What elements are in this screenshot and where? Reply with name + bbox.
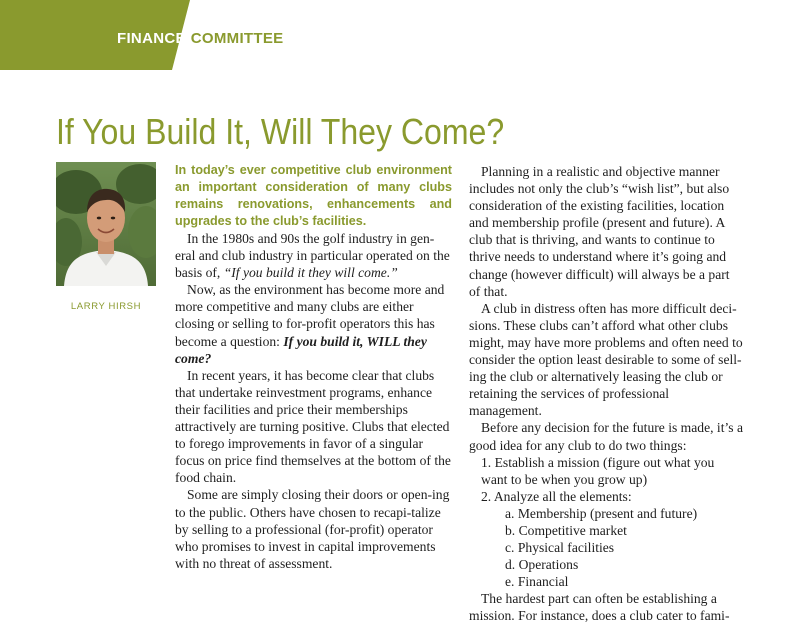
paragraph-1980s-quote: “If you build it they will come.”: [223, 265, 398, 281]
paragraph-distress: A club in distress often has more difficult deci-sions. These clubs can’t afford what other clubs might, may have more problems and often need to consider the option least desirable to some of sell-ing the club or alternatively leasing the club or retaining the services of professional management.: [469, 300, 743, 419]
element-item: b. Competitive market: [505, 522, 627, 538]
section-label-committee: COMMITTEE: [190, 30, 284, 47]
paragraph-now-emphasis: If you build it, WILL they come?: [175, 333, 427, 366]
paragraph-now-text: Now, as the environment has become more and more competitive and many clubs are either closing or selling to for-profit operators this has become a question:: [175, 282, 445, 349]
paragraph-before-decision: Before any decision for the future is made, it’s a good idea for any club to do two things:: [469, 420, 743, 453]
element-item: e. Financial: [505, 574, 569, 590]
paragraph-closing-doors: Some are simply closing their doors or open-ing to the public. Others have chosen to recapi-talize by selling to a professional (for-profit) operator who promises to invest in capital improvements with no threat of assessment.: [175, 487, 450, 571]
step-establish-mission: 1. Establish a mission (figure out what you want to be when you grow up): [481, 454, 715, 487]
paragraph-1980s-text: In the 1980s and 90s the golf industry in gen-eral and club industry in particular operated on the basis of,: [175, 231, 450, 281]
author-caption: LARRY HIRSH: [70, 301, 142, 312]
lead-paragraph: In today’s ever competitive club environment an important consideration of many clubs remains renovations, enhancements and upgrades to the club’s facilities.: [175, 163, 452, 228]
element-item: c. Physical facilities: [505, 540, 615, 556]
author-photo: [56, 162, 156, 286]
section-banner: [0, 0, 801, 70]
section-label: [117, 30, 283, 47]
article-headline: If You Build It, Will They Come?: [56, 111, 505, 152]
element-item: a. Membership (present and future): [505, 505, 698, 521]
paragraph-planning: Planning in a realistic and objective manner includes not only the club’s “wish list”, but also consideration of the existing facilities, location and membership profile (present and future). A club that is thriving, and wants to continue to thrive needs to understand where it’s going and change (however difficult) will always be a part of that.: [469, 164, 730, 299]
paragraph-hardest-part: The hardest part can often be establishing a mission. For instance, does a club cater to fami-: [469, 591, 730, 624]
article-column-2: [469, 162, 743, 625]
step-analyze-elements: 2. Analyze all the elements:: [481, 488, 632, 504]
paragraph-now: [175, 281, 452, 366]
section-label-finance: FINANCE: [117, 30, 186, 47]
paragraph-recent-years: In recent years, it has become clear that clubs that undertake reinvestment programs, enhance their facilities and price their memberships attractively are turning positive. Clubs that elected to forego improvements in favor of a singular focus on price find themselves at the bottom of the food chain.: [175, 367, 451, 486]
article-column-1: [175, 162, 452, 572]
paragraph-1980s: [175, 230, 452, 281]
element-item: d. Operations: [505, 557, 579, 573]
